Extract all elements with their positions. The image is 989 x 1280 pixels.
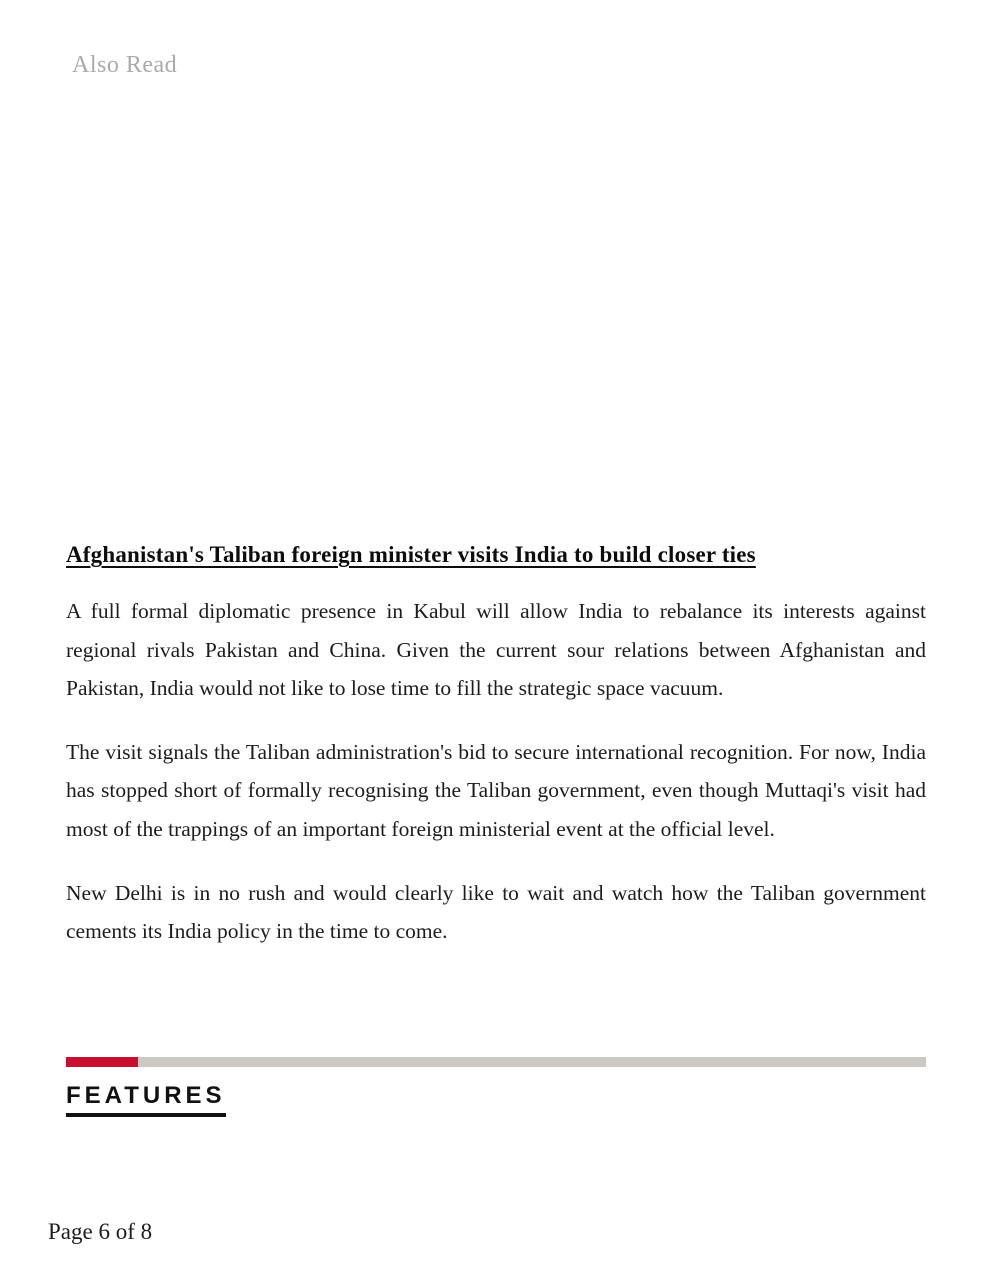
features-section-link[interactable]: FEATURES bbox=[66, 1082, 226, 1117]
article-headline-link[interactable]: Afghanistan's Taliban foreign minister visits India to build closer ties bbox=[66, 542, 756, 567]
page-number: Page 6 of 8 bbox=[48, 1219, 153, 1244]
article-paragraph: A full formal diplomatic presence in Kabul will allow India to rebalance its interests against regional rivals Pakistan and China. Given the current sour relations between Afghanistan and Pakistan, India would not like to lose time to fill the strategic space vacuum. bbox=[66, 599, 926, 701]
divider-gray-segment bbox=[138, 1057, 926, 1067]
also-read-label: Also Read bbox=[72, 52, 178, 78]
article-paragraph: New Delhi is in no rush and would clearly like to wait and watch how the Taliban government cements its India policy in the time to come. bbox=[66, 880, 926, 944]
article-paragraph: The visit signals the Taliban administration's bid to secure international recognition. For now, India has stopped short of formally recognising the Taliban government, even though Muttaqi's visit had most of the trappings of an important foreign ministerial event at the official level. bbox=[66, 739, 926, 841]
article-body bbox=[66, 542, 926, 976]
divider-red-segment bbox=[66, 1057, 138, 1067]
section-divider bbox=[66, 1057, 926, 1067]
